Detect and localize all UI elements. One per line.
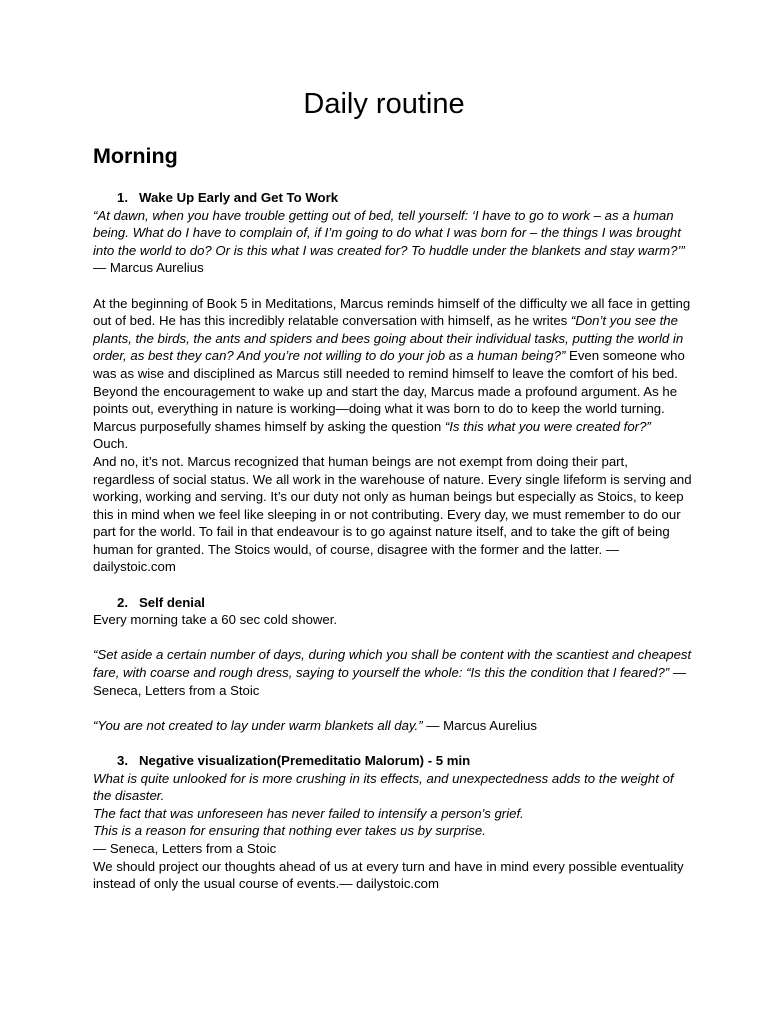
quote-paragraph [93, 207, 693, 277]
quote-paragraph [93, 717, 693, 735]
document-title: Daily routine [303, 88, 465, 120]
paragraph: And no, it’s not. Marcus recognized that human beings are not exempt from doing their part, regardless of social status. We all work in the warehouse of nature. Every single lifeform is serving and working, working and serving. It’s our duty not only as human beings but especially as Stoics, to keep this in mind when we feel like sleeping in or not contributing. Every day, we must remember to do our part for the world. To fail in that endeavour is to go against nature itself, and to take the gift of being human for granted. The Stoics would, of course, disagree with the former and the latter. — dailystoic.com [93, 453, 692, 575]
paragraph-text: At the beginning of Book 5 in Meditations, Marcus reminds himself of the difficulty we all face in getting out of bed. He has this incredibly relatable conversation with himself, as he writes [93, 295, 691, 329]
quote-line: This is a reason for ensuring that nothing ever takes us by surprise. [93, 823, 486, 839]
quote-line: What is quite unlooked for is more crushing in its effects, and unexpectedness adds to the weight of the disaster. [93, 770, 674, 804]
item-heading: Wake Up Early and Get To Work [139, 190, 339, 205]
paragraph-text: Even someone who was as wise and disciplined as Marcus still needed to remind himself to leave the comfort of his bed. Beyond the encouragement to wake up and start the day, Marcus made a profound argument. As he points out, everything in nature is working—doing what it was born to do to keep the world turning. Marcus purposefully shames himself by asking the question [93, 348, 685, 434]
list-item-negative-visualization [93, 752, 693, 770]
quote-line: The fact that was unforeseen has never failed to intensify a person’s grief. [93, 805, 524, 821]
quote-attribution: — Seneca, Letters from a Stoic [93, 665, 687, 698]
spacer [93, 699, 693, 717]
quote-text: “At dawn, when you have trouble getting out of bed, tell yourself: ‘I have to go to work – as a human being. What do I have to complain of, if I’m going to do what I was born for – the things I was brought into the world to do? Or is this what I was created for? To huddle under the blankets and stay warm?’” [93, 207, 685, 258]
quote-attribution: — Seneca, Letters from a Stoic [93, 840, 277, 856]
section-heading-morning: Morning [93, 144, 178, 168]
paragraph: We should project our thoughts ahead of us at every turn and have in mind every possible eventuality instead of only the usual course of events.— dailystoic.com [93, 858, 684, 892]
document-body [93, 189, 693, 893]
list-number: 1. [117, 190, 128, 205]
paragraph: Ouch. [93, 436, 129, 452]
inline-quote: “Is this what you were created for?” [444, 418, 651, 434]
quote-text: “You are not created to lay under warm blankets all day.” [93, 717, 423, 733]
list-number: 2. [117, 594, 128, 610]
quote-text: “Set aside a certain number of days, during which you shall be content with the scantiest and cheapest fare, with coarse and rough dress, saying to yourself the whole: “Is this the condition that I feared?” [93, 647, 692, 681]
list-item-self-denial [93, 594, 693, 612]
paragraph: Every morning take a 60 sec cold shower. [93, 612, 338, 628]
item-heading: Negative visualization(Premeditatio Malorum) - 5 min [139, 753, 471, 768]
quote-paragraph [93, 646, 693, 699]
list-number: 3. [117, 753, 128, 768]
quote-attribution: — Marcus Aurelius [93, 260, 204, 276]
spacer [93, 629, 693, 647]
paragraph [93, 295, 693, 436]
list-item-wake-up [93, 189, 693, 207]
spacer [93, 277, 693, 295]
quote-attribution: — Marcus Aurelius [422, 717, 537, 733]
spacer [93, 734, 693, 752]
spacer [93, 576, 693, 594]
inline-quote: “Don’t you see the plants, the birds, the ants and spiders and bees going about their individual tasks, putting the world in order, as best they can? And you’re not willing to do your job as a human being?” [93, 313, 684, 364]
item-heading: Self denial [139, 594, 205, 610]
